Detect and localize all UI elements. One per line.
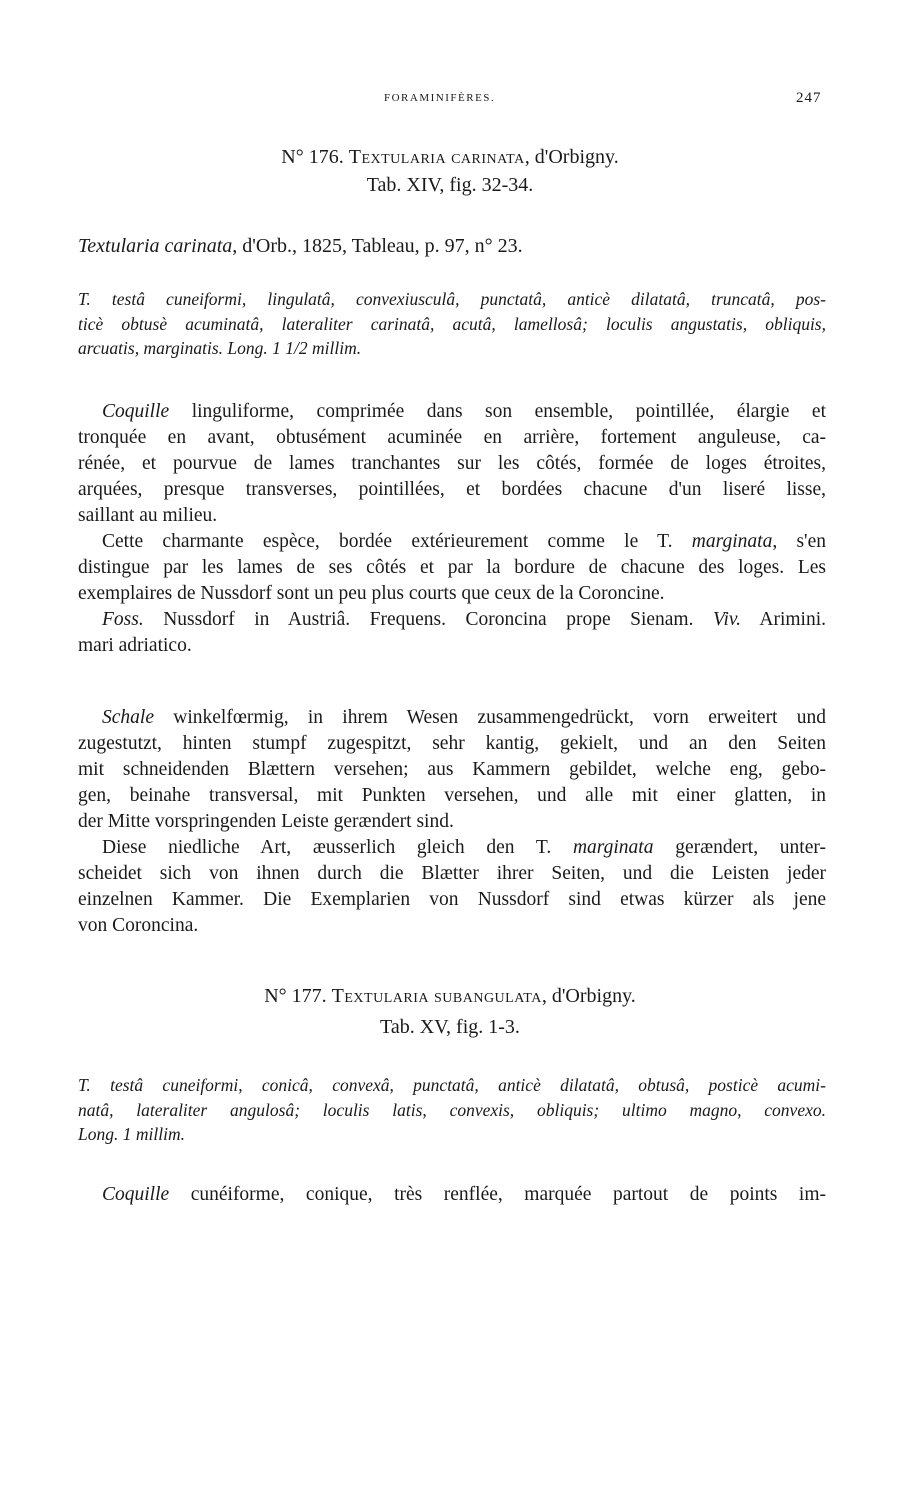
species-176-plate-reference: Tab. XIV, fig. 32-34. — [366, 174, 534, 196]
species-epithet: marginata — [691, 531, 773, 552]
genus-name: Textularia — [331, 985, 429, 1007]
description-line: Cette charmante espèce, bordée extérieurement comme le T. marginata, s'en — [102, 531, 826, 552]
description-line: von Coroncina. — [78, 915, 199, 936]
description-line: gen, beinahe transversal, mit Punkten versehen, und alle mit einer glatten, in — [78, 785, 826, 806]
description-line: Coquille linguliforme, comprimée dans son ensemble, pointillée, élargie et — [102, 401, 826, 422]
citation-detail: , d'Orb., 1825, Tableau, p. 97, n° 23. — [232, 235, 523, 257]
species-177-plate-reference: Tab. XV, fig. 1-3. — [380, 1016, 520, 1038]
diagnosis-line: ticè obtusè acuminatâ, lateraliter carinatâ, acutâ, lamellosâ; loculis angustatis, obliquis, — [78, 313, 826, 334]
species-177-french-description — [78, 1182, 826, 1208]
citation-taxon: Textularia carinata — [78, 235, 233, 257]
running-head-title: FORAMINIFÈRES. — [384, 92, 496, 104]
description-line: Diese niedliche Art, æusserlich gleich den T. marginata gerændert, unter- — [102, 837, 826, 858]
diagnosis-line: natâ, lateraliter angulosâ; loculis latis, convexis, obliquis; ultimo magno, convexo. — [78, 1099, 826, 1120]
species-number: N° 176. — [281, 146, 344, 168]
diagnosis-line: T. testâ cuneiformi, lingulatâ, convexiusculâ, punctatâ, anticè dilatatâ, truncatâ, pos- — [78, 289, 826, 309]
description-line: scheidet sich von ihnen durch die Blætter ihrer Seiten, und die Leisten jeder — [78, 863, 826, 884]
species-177-latin-diagnosis — [78, 1073, 826, 1147]
description-line: arquées, presque transverses, pointillées, et bordées chacune d'un liseré lisse, — [78, 479, 826, 500]
species-176-heading — [0, 146, 900, 169]
running-head — [0, 92, 900, 112]
species-177-heading — [0, 985, 900, 1008]
description-line: der Mitte vorspringenden Leiste gerændert sind. — [78, 811, 454, 832]
genus-name: Textularia — [348, 146, 447, 168]
description-line: einzelnen Kammer. Die Exemplarien von Nussdorf sind etwas kürzer als jene — [78, 889, 826, 910]
description-line: rénée, et pourvue de lames tranchantes sur les côtés, formée de loges étroites, — [78, 453, 826, 474]
locality-line: mari adriatico. — [78, 635, 192, 656]
fossil-label: Foss. — [102, 609, 144, 630]
species-epithet: marginata — [572, 837, 654, 858]
species-name: carinata — [451, 146, 525, 168]
species-number: N° 177. — [264, 985, 327, 1007]
author-name: , d'Orbigny. — [541, 985, 636, 1007]
description-line: distingue par les lames de ses côtés et par la bordure de chacune des loges. Les — [78, 557, 826, 578]
lead-word: Coquille — [102, 401, 170, 422]
species-176-latin-diagnosis — [78, 287, 826, 361]
diagnosis-line: T. testâ cuneiformi, conicâ, convexâ, punctatâ, anticè dilatatâ, obtusâ, posticè acumi- — [78, 1075, 826, 1095]
diagnosis-line: arcuatis, marginatis. Long. 1 1/2 millim. — [78, 338, 362, 358]
locality-line: Foss. Nussdorf in Austriâ. Frequens. Coroncina prope Sienam. Viv. Arimini. — [102, 609, 827, 630]
lead-word: Schale — [102, 707, 154, 728]
living-label: Viv. — [712, 609, 741, 630]
description-line: zugestutzt, hinten stumpf zugespitzt, sehr kantig, gekielt, und an den Seiten — [78, 733, 826, 754]
description-line: tronquée en avant, obtusément acuminée en arrière, fortement anguleuse, ca- — [78, 427, 826, 448]
author-name: , d'Orbigny. — [524, 146, 619, 168]
species-176-citation — [78, 235, 523, 258]
page-number: 247 — [796, 90, 822, 106]
description-line: exemplaires de Nussdorf sont un peu plus courts que ceux de la Coroncine. — [78, 583, 665, 604]
description-line: mit schneidenden Blættern versehen; aus Kammern gebildet, welche eng, gebo- — [78, 759, 826, 780]
species-name: subangulata — [433, 985, 542, 1007]
diagnosis-line: Long. 1 millim. — [78, 1124, 185, 1144]
description-line: Schale winkelfœrmig, in ihrem Wesen zusammengedrückt, vorn erweitert und — [102, 707, 826, 728]
species-176-german-description — [78, 705, 826, 939]
lead-word: Coquille — [102, 1184, 170, 1205]
species-176-french-description — [78, 399, 826, 659]
description-line: saillant au milieu. — [78, 505, 218, 526]
description-line: Coquille cunéiforme, conique, très renflée, marquée partout de points im- — [102, 1184, 826, 1205]
